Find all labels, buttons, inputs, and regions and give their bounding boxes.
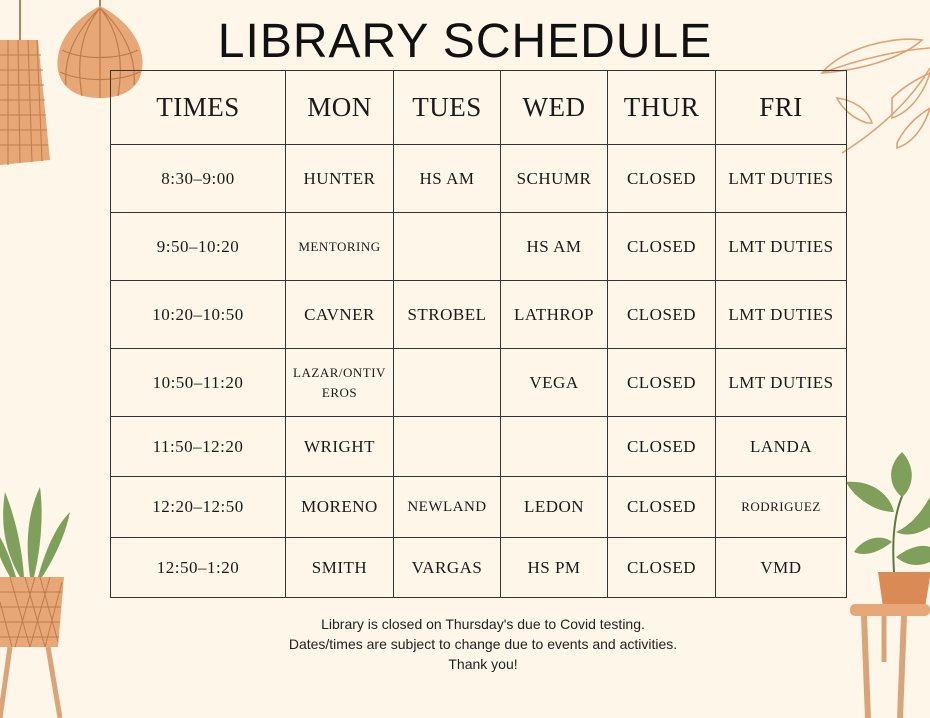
- table-cell: [394, 213, 501, 281]
- time-cell: 11:50–12:20: [111, 417, 286, 477]
- table-cell: HS AM: [394, 145, 501, 213]
- table-cell: LAZAR/ONTIVEROS: [286, 349, 394, 417]
- table-cell: CLOSED: [608, 349, 716, 417]
- table-cell: LEDON: [501, 477, 608, 538]
- header-thur: THUR: [608, 71, 716, 145]
- table-row: [111, 145, 847, 213]
- note-line: Thank you!: [448, 656, 518, 672]
- table-cell: MORENO: [286, 477, 394, 538]
- table-cell: CLOSED: [608, 417, 716, 477]
- table-row: [111, 417, 847, 477]
- table-cell: SCHUMR: [501, 145, 608, 213]
- table-cell: CLOSED: [608, 213, 716, 281]
- time-cell: 10:20–10:50: [111, 281, 286, 349]
- table-cell: LMT DUTIES: [716, 281, 847, 349]
- time-cell: 12:50–1:20: [111, 538, 286, 598]
- table-cell: HS AM: [501, 213, 608, 281]
- note-line: Dates/times are subject to change due to events and activities.: [288, 636, 678, 652]
- table-cell: MENTORING: [286, 213, 394, 281]
- table-cell: VMD: [716, 538, 847, 598]
- header-times: TIMES: [111, 71, 286, 145]
- table-row: [111, 349, 847, 417]
- table-cell: WRIGHT: [286, 417, 394, 477]
- table-cell: VEGA: [501, 349, 608, 417]
- table-cell: LANDA: [716, 417, 847, 477]
- table-cell: LMT DUTIES: [716, 349, 847, 417]
- table-cell: NEWLAND: [394, 477, 501, 538]
- table-cell: [394, 417, 501, 477]
- table-cell: [501, 417, 608, 477]
- table-cell: SMITH: [286, 538, 394, 598]
- table-cell: CLOSED: [608, 477, 716, 538]
- header-wed: WED: [501, 71, 608, 145]
- note-line: Library is closed on Thursday's due to Covid testing.: [321, 616, 645, 632]
- table-cell: LATHROP: [501, 281, 608, 349]
- table-cell: LMT DUTIES: [716, 213, 847, 281]
- page-title: LIBRARY SCHEDULE: [217, 15, 713, 68]
- table-row: [111, 538, 847, 598]
- time-cell: 12:20–12:50: [111, 477, 286, 538]
- time-cell: 8:30–9:00: [111, 145, 286, 213]
- header-tues: TUES: [394, 71, 501, 145]
- table-row: [111, 477, 847, 538]
- table-cell: HS PM: [501, 538, 608, 598]
- table-row: [111, 213, 847, 281]
- time-cell: 9:50–10:20: [111, 213, 286, 281]
- table-cell: RODRIGUEZ: [716, 477, 847, 538]
- footer-notes: [0, 614, 930, 674]
- table-header-row: [111, 71, 847, 145]
- potted-plant-stand-icon: [844, 452, 930, 718]
- schedule-table: [110, 70, 847, 598]
- table-cell: VARGAS: [394, 538, 501, 598]
- header-fri: FRI: [716, 71, 847, 145]
- table-cell: [394, 349, 501, 417]
- table-row: [111, 281, 847, 349]
- table-cell: CAVNER: [286, 281, 394, 349]
- table-cell: HUNTER: [286, 145, 394, 213]
- potted-plant-icon: [0, 482, 80, 718]
- table-cell: CLOSED: [608, 281, 716, 349]
- time-cell: 10:50–11:20: [111, 349, 286, 417]
- header-mon: MON: [286, 71, 394, 145]
- table-cell: STROBEL: [394, 281, 501, 349]
- table-cell: LMT DUTIES: [716, 145, 847, 213]
- table-cell: CLOSED: [608, 145, 716, 213]
- table-cell: CLOSED: [608, 538, 716, 598]
